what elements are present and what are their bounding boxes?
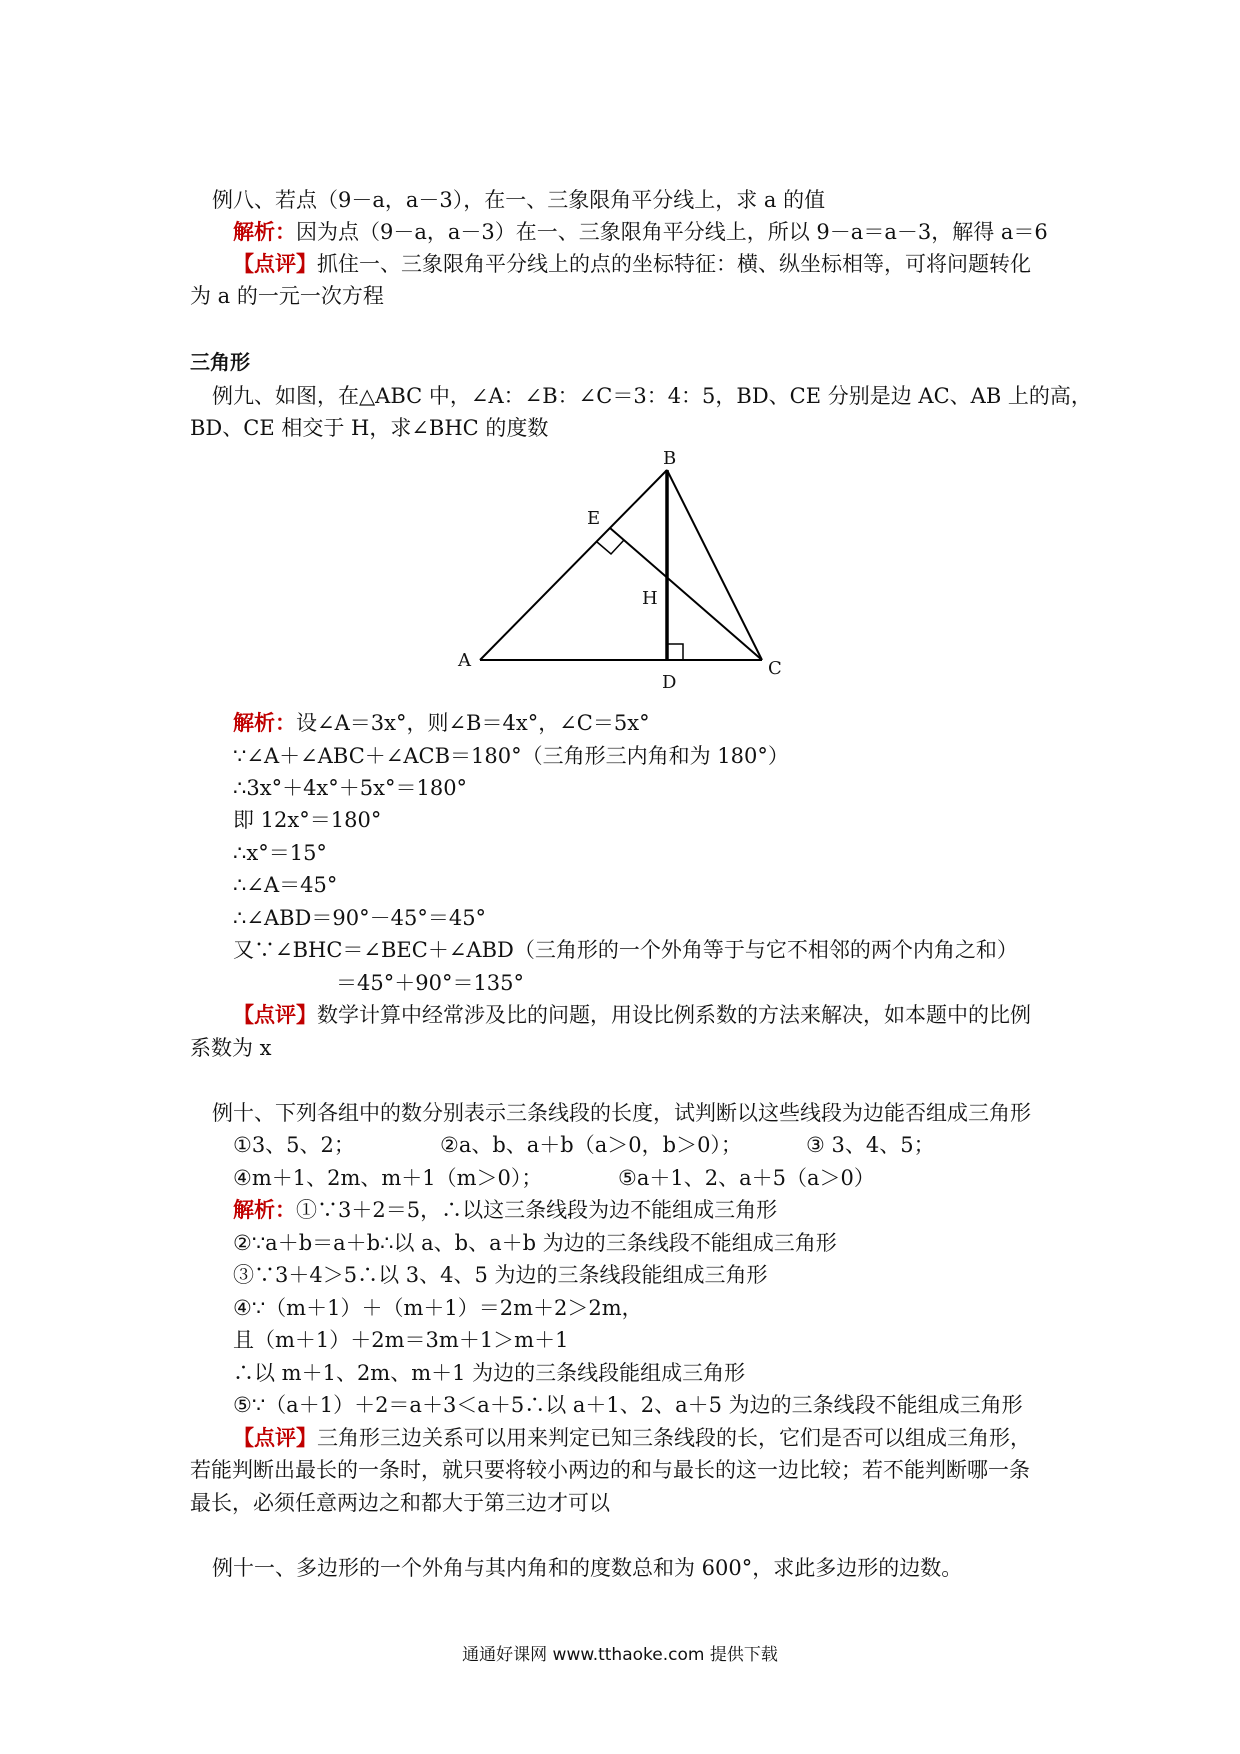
ex9-problem-1: 例九、如图，在△ABC 中，∠A：∠B：∠C＝3：4：5，BD、CE 分别是边 AC、AB 上的高， bbox=[212, 384, 1092, 408]
ex10-step-0 bbox=[233, 1194, 777, 1226]
ex10-problem: 例十、下列各组中的数分别表示三条线段的长度，试判断以这些线段为边能否组成三角形 bbox=[212, 1101, 1031, 1125]
section-title: 三角形 bbox=[190, 350, 250, 374]
comment-text: 数学计算中经常涉及比的问题，用设比例系数的方法来解决，如本题中的比例 bbox=[317, 1003, 1031, 1027]
ex9-step-0 bbox=[233, 707, 650, 739]
comment-text: 抓住一、三象限角平分线上的点的坐标特征：横、纵坐标相等，可将问题转化 bbox=[317, 252, 1031, 276]
ex10-step-2: ③∵3＋4＞5∴以 3、4、5 为边的三条线段能组成三角形 bbox=[233, 1263, 768, 1287]
analysis-label: 解析： bbox=[233, 710, 296, 735]
comment-label: 【点评】 bbox=[233, 1425, 317, 1450]
ex10-step-5: ∴以 m＋1、2m、m＋1 为边的三条线段能组成三角形 bbox=[233, 1361, 746, 1385]
ex9-comment-2: 系数为 x bbox=[190, 1036, 272, 1060]
ex10-opt5: ⑤a＋1、2、a＋5（a＞0） bbox=[618, 1166, 875, 1190]
ex10-comment-2: 若能判断出最长的一条时，就只要将较小两边的和与最长的这一边比较；若不能判断哪一条 bbox=[190, 1458, 1030, 1482]
comment-text: 三角形三边关系可以用来判定已知三条线段的长，它们是否可以组成三角形， bbox=[317, 1426, 1031, 1450]
label-c: C bbox=[768, 658, 782, 679]
ex8-problem: 例八、若点（9－a，a－3），在一、三象限角平分线上，求 a 的值 bbox=[212, 188, 826, 212]
ex9-step-2: ∴3x°＋4x°＋5x°＝180° bbox=[233, 776, 468, 800]
ex9-step-4: ∴x°＝15° bbox=[233, 841, 327, 865]
page-footer: 通通好课网 www.tthaoke.com 提供下载 bbox=[462, 1645, 778, 1665]
label-h: H bbox=[642, 588, 658, 609]
altitude-ce bbox=[610, 528, 762, 660]
analysis-label: 解析： bbox=[233, 219, 296, 244]
ex9-step-8: ＝45°＋90°＝135° bbox=[336, 971, 525, 995]
ex10-step-6: ⑤∵（a＋1）＋2＝a＋3＜a＋5∴以 a＋1、2、a＋5 为边的三条线段不能组成三角形 bbox=[233, 1393, 1023, 1417]
side-ab bbox=[480, 470, 667, 660]
triangle-figure bbox=[450, 440, 790, 690]
ex9-comment-1 bbox=[233, 999, 1031, 1031]
ex10-step-1: ②∵a＋b＝a＋b∴以 a、b、a＋b 为边的三条线段不能组成三角形 bbox=[233, 1231, 837, 1255]
ex8-analysis bbox=[233, 216, 1048, 248]
analysis-text: 因为点（9－a，a－3）在一、三象限角平分线上，所以 9－a＝a－3，解得 a＝6 bbox=[296, 220, 1048, 244]
ex8-comment-2: 为 a 的一元一次方程 bbox=[190, 284, 384, 308]
analysis-label: 解析： bbox=[233, 1197, 296, 1222]
ex8-comment-1 bbox=[233, 248, 1031, 280]
ex9-step-1: ∵∠A＋∠ABC＋∠ACB＝180°（三角形三内角和为 180°） bbox=[233, 744, 789, 768]
step-text: 设∠A＝3x°，则∠B＝4x°，∠C＝5x° bbox=[296, 711, 650, 735]
side-bc bbox=[667, 470, 762, 660]
ex9-problem-2: BD、CE 相交于 H，求∠BHC 的度数 bbox=[190, 416, 549, 440]
ex9-step-5: ∴∠A＝45° bbox=[233, 873, 338, 897]
ex10-comment-3: 最长，必须任意两边之和都大于第三边才可以 bbox=[190, 1491, 610, 1515]
right-angle-d bbox=[667, 644, 683, 660]
label-d: D bbox=[662, 672, 677, 690]
ex10-opt2: ②a、b、a＋b（a＞0，b＞0）； bbox=[440, 1133, 742, 1157]
ex9-step-7: 又∵∠BHC＝∠BEC＋∠ABD（三角形的一个外角等于与它不相邻的两个内角之和） bbox=[233, 938, 1018, 962]
label-a: A bbox=[458, 650, 471, 671]
ex9-step-3: 即 12x°＝180° bbox=[233, 808, 382, 832]
ex10-opt4: ④m＋1、2m、m＋1（m＞0）； bbox=[233, 1166, 543, 1190]
comment-label: 【点评】 bbox=[233, 1002, 317, 1027]
ex10-opt3: ③ 3、4、5； bbox=[806, 1133, 935, 1157]
ex10-opt1: ①3、5、2； bbox=[233, 1133, 355, 1157]
label-b: B bbox=[663, 448, 677, 469]
comment-label: 【点评】 bbox=[233, 251, 317, 276]
ex11-problem: 例十一、多边形的一个外角与其内角和的度数总和为 600°，求此多边形的边数。 bbox=[212, 1556, 963, 1580]
ex10-step-4: 且（m＋1）＋2m＝3m＋1＞m＋1 bbox=[233, 1328, 569, 1352]
label-e: E bbox=[587, 508, 601, 529]
ex9-step-6: ∴∠ABD＝90°－45°＝45° bbox=[233, 906, 487, 930]
step-text: ①∵3＋2＝5，∴以这三条线段为边不能组成三角形 bbox=[296, 1198, 778, 1222]
right-angle-e bbox=[597, 540, 624, 554]
ex10-comment-1 bbox=[233, 1422, 1031, 1454]
ex10-step-3: ④∵（m＋1）＋（m＋1）＝2m＋2＞2m， bbox=[233, 1296, 643, 1320]
